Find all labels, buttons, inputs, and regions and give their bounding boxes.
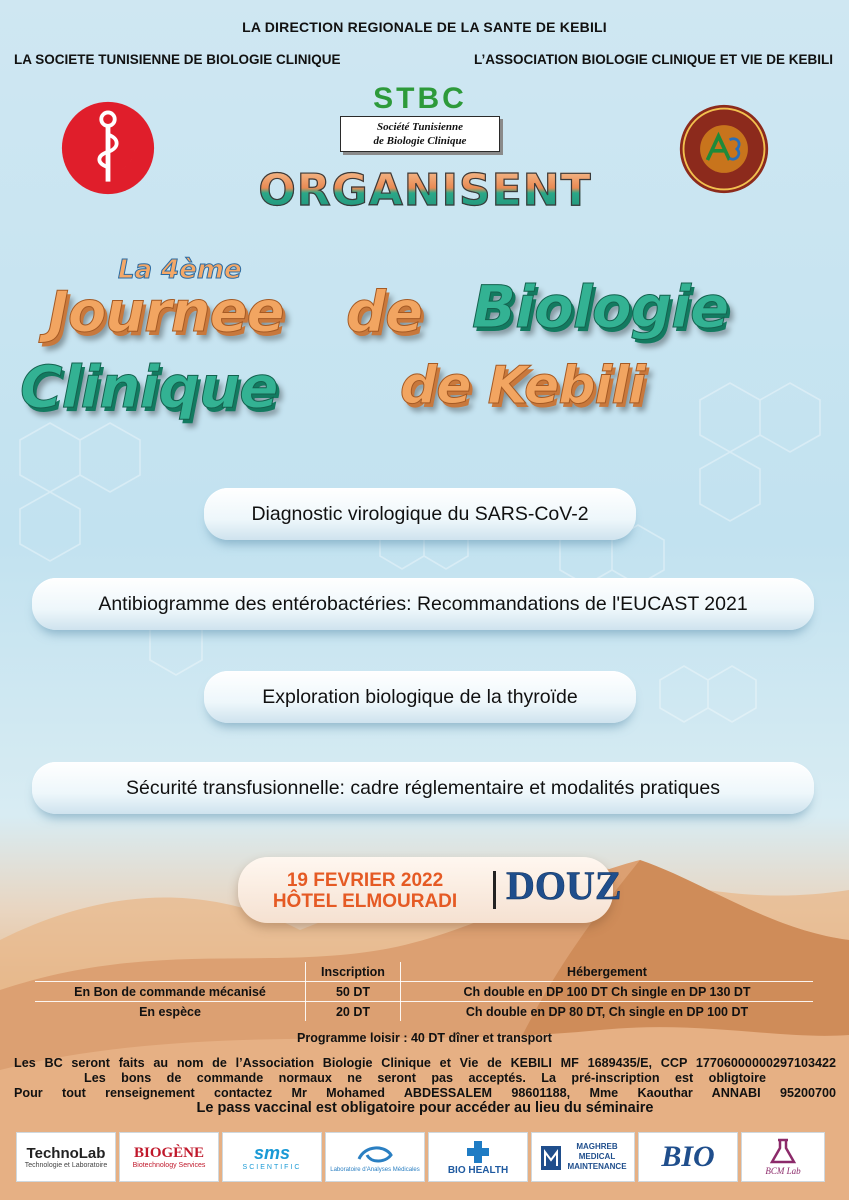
fees-header-row — [35, 962, 813, 982]
sponsor-sms — [222, 1132, 322, 1182]
sponsor-maghreb-medical — [531, 1132, 635, 1182]
biogene-logo-subtitle: Biotechnology Services — [132, 1162, 206, 1169]
fees-row-inscription: 20 DT — [306, 1002, 401, 1022]
note-payment: Les BC seront faits au nom de l’Association Biologie Clinique et Vie de KEBILI MF 1689435/E, CCP 17706000000297103422 — [14, 1056, 836, 1070]
sponsor-bcm-lab — [741, 1132, 825, 1182]
header-organizer-line: LA DIRECTION REGIONALE DE LA SANTE DE KEBILI — [242, 19, 607, 35]
association-logo — [678, 103, 770, 195]
topic-pill-4 — [32, 762, 814, 814]
edition-label: La 4ème — [118, 255, 242, 285]
organisent-heading: ORGANISENT — [240, 165, 610, 216]
topic-text-3: Exploration biologique de la thyroïde — [262, 685, 578, 708]
technolab-logo-subtitle: Technologie et Laboratoire — [24, 1162, 108, 1169]
medical-word: MEDICAL — [578, 1152, 616, 1161]
health-ministry-logo — [60, 100, 156, 196]
bcm-lab-flask-icon — [766, 1138, 800, 1166]
fees-row-label: En Bon de commande mécanisé — [35, 982, 306, 1002]
note-orders: Les bons de commande normaux ne seront pas acceptés. La pré-inscription est obligtoire — [84, 1071, 766, 1085]
sponsor-logos — [16, 1132, 836, 1184]
title-word-clinique: Clinique — [20, 353, 278, 421]
note-contact: Pour tout renseignement contactez Mr Mohamed ABDESSALEM 98601188, Mme Kaouthar ANNABI 95200700 — [14, 1086, 836, 1100]
fees-row-inscription: 50 DT — [306, 982, 401, 1002]
laboratoire-swirl-icon — [355, 1141, 395, 1167]
fees-row — [35, 982, 813, 1002]
bcm-lab-logo-text: BCM Lab — [765, 1166, 801, 1176]
fees-header-hebergement: Hébergement — [401, 962, 814, 982]
fees-row-label: En espèce — [35, 1002, 306, 1022]
event-city: DOUZ — [506, 863, 622, 908]
stbc-logo-subtitle-1: Société Tunisienne — [376, 121, 464, 133]
header-organizer-right: L’ASSOCIATION BIOLOGIE CLINIQUE ET VIE DE KEBILI — [473, 52, 833, 67]
biogene-logo-text: BIOGÈNE — [133, 1145, 205, 1161]
topic-text-4: Sécurité transfusionnelle: cadre réglementaire et modalités pratiques — [126, 776, 720, 799]
laboratoire-logo-text: Laboratoire d'Analyses Médicales — [330, 1167, 420, 1173]
sms-logo-subtitle: SCIENTIFIC — [242, 1164, 302, 1171]
topic-pill-3 — [204, 671, 636, 723]
event-date: 19 FEVRIER 2022 — [286, 870, 444, 891]
fees-row-hebergement: Ch double en DP 80 DT, Ch single en DP 100 DT — [401, 1002, 814, 1022]
sponsor-technolab — [16, 1132, 116, 1182]
topic-text-1: Diagnostic virologique du SARS-CoV-2 — [251, 502, 589, 525]
fees-header-inscription: Inscription — [306, 962, 401, 982]
date-venue-text — [260, 870, 470, 912]
stbc-logo — [338, 84, 502, 152]
sponsor-biogene — [119, 1132, 219, 1182]
topic-text-2: Antibiogramme des entérobactéries: Recommandations de l'EUCAST 2021 — [98, 592, 748, 615]
title-word-biologie: Biologie — [472, 273, 729, 341]
bio-logo-text: BIO — [661, 1140, 715, 1173]
maghreb-word: MAGHREB — [576, 1142, 618, 1151]
sponsor-biohealth — [428, 1132, 528, 1182]
sponsor-laboratoire — [325, 1132, 425, 1182]
maintenance-word: MAINTENANCE — [567, 1162, 627, 1171]
biohealth-logo-text: BIO HEALTH — [447, 1164, 509, 1176]
sponsor-bio — [638, 1132, 738, 1182]
stbc-logo-title: STBC — [373, 82, 467, 115]
biohealth-cross-icon — [465, 1139, 491, 1165]
event-venue: HÔTEL ELMOURADI — [272, 891, 458, 912]
registration-notes — [14, 1056, 836, 1116]
title-word-de: de — [346, 280, 423, 345]
maghreb-medical-logo-text — [567, 1142, 626, 1172]
title-words-de-kebili: de Kebili — [400, 356, 646, 416]
topic-pill-1 — [204, 488, 636, 540]
sms-logo-text: sms — [253, 1143, 291, 1163]
stbc-logo-box — [340, 116, 500, 152]
date-separator — [493, 871, 496, 909]
note-vaccine-pass: Le pass vaccinal est obligatoire pour accéder au lieu du séminaire — [196, 1100, 654, 1116]
stbc-logo-subtitle-2: de Biologie Clinique — [373, 135, 467, 147]
fees-header-empty — [35, 962, 306, 982]
fees-row — [35, 1002, 813, 1022]
fees-row-hebergement: Ch double en DP 100 DT Ch single en DP 130 DT — [401, 982, 814, 1002]
header-organizer-left: LA SOCIETE TUNISIENNE DE BIOLOGIE CLINIQUE — [14, 52, 341, 67]
maghreb-medical-icon — [539, 1142, 563, 1172]
fees-table — [35, 962, 813, 1021]
leisure-program: Programme loisir : 40 DT dîner et transport — [297, 1031, 552, 1045]
technolab-logo-text: TechnoLab — [26, 1145, 106, 1162]
topic-pill-2 — [32, 578, 814, 630]
title-word-journee: Journee — [48, 280, 284, 345]
